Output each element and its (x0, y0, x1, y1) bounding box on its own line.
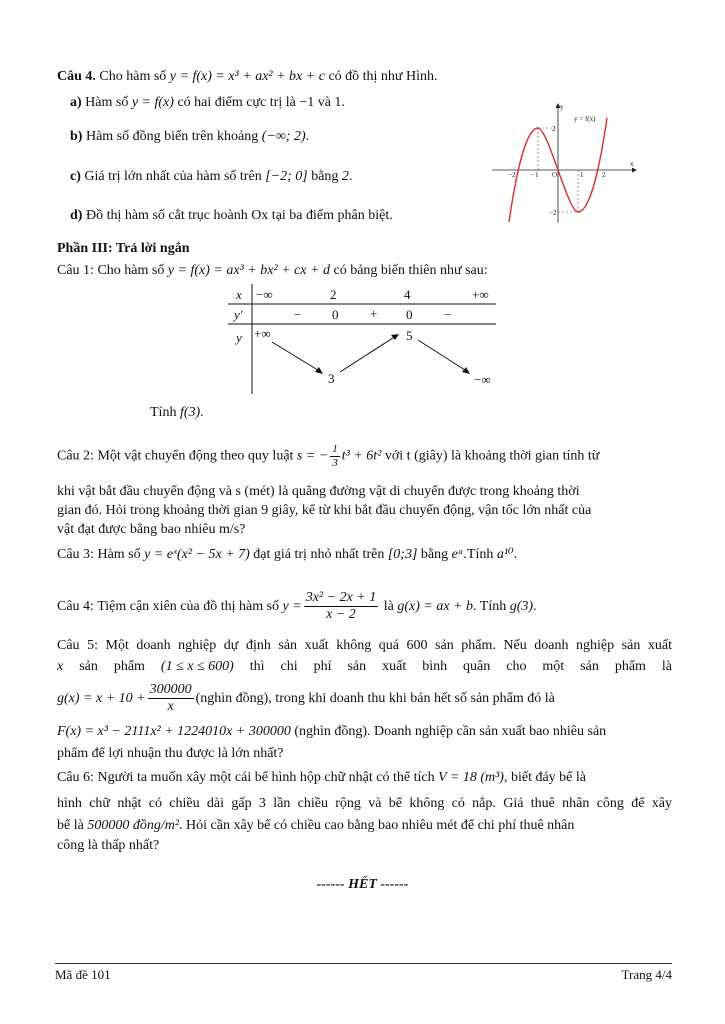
q4-option-d: d) Đồ thị hàm số cắt trục hoành Ox tại ba điểm phân biệt. (70, 208, 393, 223)
y-val-5: 5 (406, 328, 413, 343)
p3-q3-label: Câu 3: (57, 547, 94, 562)
arrow-head-icon (315, 367, 323, 374)
arrow-decrease-1 (272, 342, 321, 372)
yp-zero-2: 0 (406, 307, 413, 322)
x-axis-arrow-icon (632, 168, 637, 173)
p3-q5-label: Câu 5: (57, 638, 98, 653)
end-mark: ------ HẾT ------ (316, 877, 409, 892)
p3-q5-line5: phẩm để lợi nhuận thu được là lớn nhất? (57, 746, 284, 761)
arrow-decrease-2 (418, 340, 468, 372)
q4-option-c: c) Giá trị lớn nhất của hàm số trên [−2; 0] bằng 2. (70, 169, 353, 184)
p3-q6-line2: hình chữ nhật có chiều dài gấp 3 lần chiều rộng và bể không có nắp. Giá thuê nhân công để xây (57, 796, 672, 811)
p3-q2-line3: gian đó. Hỏi trong khoảng thời gian 9 giây, kể từ khi bắt đầu chuyển động, vận tốc lớn nhất của (57, 503, 592, 518)
yp-zero-1: 0 (332, 307, 339, 322)
q4-intro: Câu 4. Cho hàm số y = f(x) = x³ + ax² + bx + c có đồ thị như Hình. (57, 69, 438, 84)
exam-code: Mã đề 101 (55, 967, 111, 982)
tick-x-1: 1 (580, 171, 584, 179)
row-label-yp: y′ (234, 307, 243, 322)
tick-y-neg2: −2 (549, 209, 557, 217)
tick-y-2: 2 (552, 125, 556, 133)
y-val-neg-inf: −∞ (474, 372, 491, 387)
q4-function-graph (490, 100, 640, 225)
p3-q2-line2: khi vật bắt đầu chuyển động và s (mét) là quãng đường vật di chuyển được trong khoảng thời (57, 484, 580, 499)
tick-x-neg2: −2 (508, 171, 516, 179)
p3-q1-label: Câu 1: (57, 263, 94, 278)
yp-sign-1: − (294, 307, 302, 322)
p3-q4-label: Câu 4: (57, 598, 94, 614)
footer-divider (55, 963, 672, 964)
p3-q1-ask: Tính f(3). (150, 405, 204, 420)
yp-sign-3: − (444, 307, 452, 322)
q4-function: y = f(x) = x³ + ax² + bx + c (169, 69, 325, 84)
y-axis-label: y (560, 103, 564, 111)
tick-x-2: 2 (602, 171, 606, 179)
p3-q2-label: Câu 2: (57, 448, 94, 464)
p3-q6-line4: công là thấp nhất? (57, 838, 160, 853)
y-val-3: 3 (328, 371, 335, 386)
x-axis-label: x (630, 160, 634, 168)
x-val-neg-inf: −∞ (256, 287, 273, 302)
p3-q5-line4: F(x) = x³ − 2111x² + 1224010x + 300000 (nghìn đồng). Doanh nghiệp cần sản xuất bao nhiêu sản (57, 724, 607, 739)
q4-option-a: a) Hàm số y = f(x) có hai điểm cực trị là −1 và 1. (70, 95, 345, 110)
q4-title: Câu 4. (57, 69, 96, 84)
p3-q3: Câu 3: Hàm số y = eˣ(x² − 5x + 7) đạt giá trị nhỏ nhất trên [0;3] bằng eᵃ.Tính a¹⁰. (57, 547, 518, 562)
part3-title: Phần III: Trả lời ngắn (57, 241, 190, 256)
page-number: Trang 4/4 (621, 967, 672, 982)
y-val-pos-inf: +∞ (254, 326, 271, 341)
p3-q2-line4: vật đạt được bằng bao nhiêu m/s? (57, 522, 246, 537)
x-val-4: 4 (404, 287, 411, 302)
p3-q5-line1: Câu 5: Một doanh nghiệp dự định sản xuất không quá 600 sản phẩm. Nếu doanh nghiệp sản xuất (57, 638, 672, 653)
p3-q1-intro: Câu 1: Cho hàm số y = f(x) = ax³ + bx² + cx + d có bảng biến thiên như sau: (57, 263, 488, 278)
origin-label: O (552, 171, 558, 179)
arrow-increase (340, 336, 396, 372)
x-val-2: 2 (330, 287, 337, 302)
p3-q6-line3: bể là 500000 đồng/m². Hỏi cần xây bể có chiều cao bằng bao nhiêu mét để chi phí thuê nhân (57, 818, 575, 833)
tick-x-neg1: −1 (531, 171, 539, 179)
p3-q4: Câu 4: Tiệm cận xiên của đồ thị hàm số y = $\frac{\text{3x² − 2x + 1}}{x - 2}$ là g(x) = ax + b. Tính g(3). (57, 590, 537, 623)
row-label-x: x (236, 287, 242, 302)
arrow-head-icon (462, 367, 470, 374)
variation-table (228, 284, 500, 396)
row-label-y: y (236, 330, 242, 345)
p3-q5-line3: g(x) = x + 10 + $\frac{300000}{x}$ (nghìn đồng), trong khi doanh thu khi bán hết số sản phẩm đó là (57, 682, 555, 715)
p3-q6-line1: Câu 6: Người ta muốn xây một cái bể hình hộp chữ nhật có thể tích V = 18 (m³), biết đáy bể là (57, 770, 586, 785)
arrow-head-icon (391, 334, 399, 340)
curve-label: y = f(x) (574, 115, 596, 123)
x-val-pos-inf: +∞ (472, 287, 489, 302)
p3-q5-line2: x sản phẩm (1 ≤ x ≤ 600) thì chi phí sản xuất bình quân cho một sản phẩm là (57, 659, 672, 674)
p3-q6-label: Câu 6: (57, 770, 94, 785)
q4-option-b: b) Hàm số đồng biến trên khoảng (−∞; 2). (70, 129, 310, 144)
p3-q2-line1: Câu 2: Một vật chuyển động theo quy luật s = − $\frac{1}{3}$ t³ + 6t² với t (giây) là khoảng thời gian tính từ (57, 443, 600, 469)
yp-sign-2: + (370, 306, 378, 321)
